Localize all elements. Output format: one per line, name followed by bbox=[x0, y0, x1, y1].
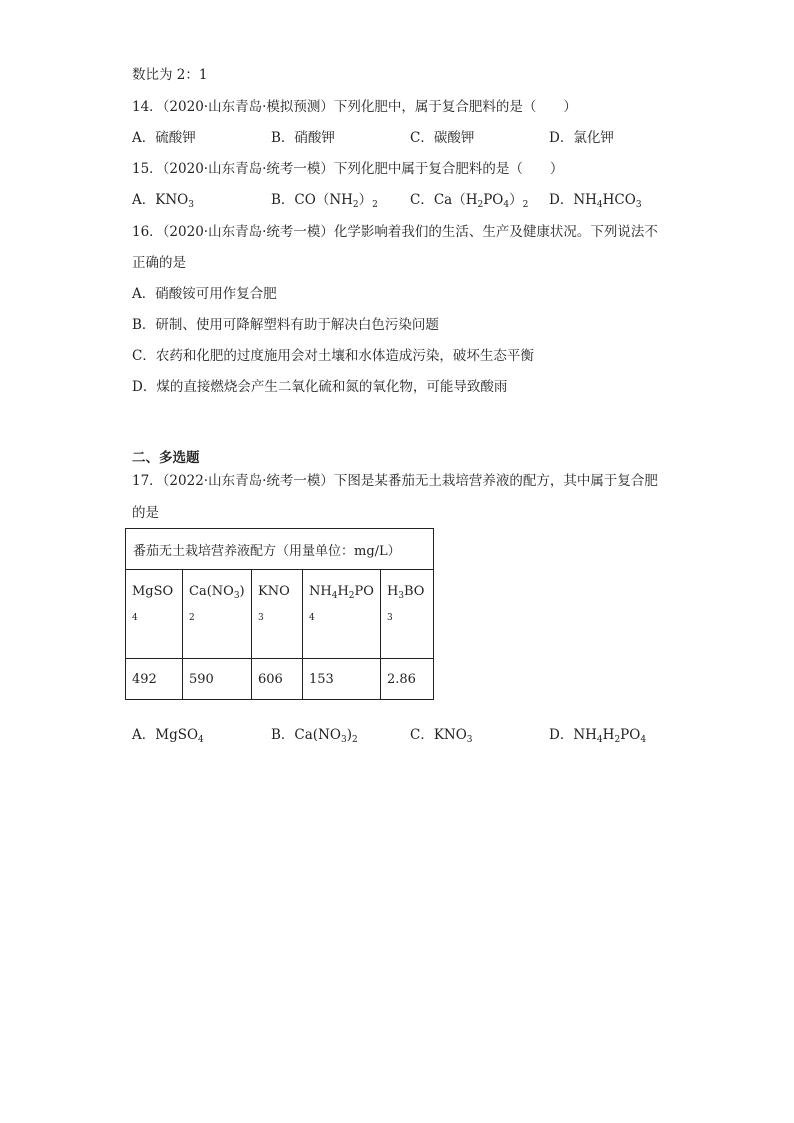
question-17-stem-line1: 17．（2022·山东青岛·统考一模）下图是某番茄无土栽培营养液的配方，其中属于复合肥 bbox=[132, 473, 658, 489]
table-values-row bbox=[126, 659, 434, 700]
value-ca-no3-2: 590 bbox=[183, 659, 252, 700]
col-header-kno3: KNO 3 bbox=[252, 570, 303, 659]
question-15-stem: 15．（2020·山东青岛·统考一模）下列化肥中属于复合肥料的是（ ） bbox=[132, 161, 564, 177]
value-h3bo3: 2.86 bbox=[380, 659, 433, 700]
col-header-mgso4: MgSO 4 bbox=[126, 570, 183, 659]
q16-option-d: D．煤的直接燃烧会产生二氧化硫和氮的氧化物，可能导致酸雨 bbox=[132, 379, 508, 395]
question-16-stem-line1: 16．（2020·山东青岛·统考一模）化学影响着我们的生活、生产及健康状况。下列说法不 bbox=[132, 224, 658, 240]
q14-option-c: C．碳酸钾 bbox=[410, 130, 475, 146]
q15-option-a: A．$KNO_3$ bbox=[132, 192, 194, 210]
q14-option-b: B．硝酸钾 bbox=[271, 130, 335, 146]
section-heading-multiple-choice: 二、多选题 bbox=[132, 450, 200, 466]
question-16-stem-line2: 正确的是 bbox=[132, 255, 186, 271]
q15-option-d: D．$NH_4HCO_3$ bbox=[549, 192, 642, 210]
q17-option-a: A．MgSO$_4$ bbox=[132, 727, 204, 745]
question-17-stem-line2: 的是 bbox=[132, 505, 159, 521]
col-header-ca-no3-2: $Ca(NO_3)$ 2 bbox=[183, 570, 252, 659]
q14-option-a: A．硫酸钾 bbox=[132, 130, 196, 146]
q16-option-c: C．农药和化肥的过度施用会对土壤和水体造成污染，破坏生态平衡 bbox=[132, 348, 534, 364]
q15-option-b: B．$CO(NH_2)_2$ bbox=[271, 192, 378, 210]
q17-option-d: D．$NH_4H_2PO_4$ bbox=[549, 727, 647, 745]
nutrient-recipe-table bbox=[125, 528, 434, 700]
question-14-stem: 14．（2020·山东青岛·模拟预测）下列化肥中，属于复合肥料的是（ ） bbox=[132, 99, 577, 115]
table-title: 番茄无土栽培营养液配方（用量单位：mg/L） bbox=[126, 529, 434, 570]
q17-option-b: B．$Ca(NO_3)_2$ bbox=[271, 727, 358, 745]
col-header-h3bo3: $H_3BO$ 3 bbox=[380, 570, 433, 659]
q16-option-a: A．硝酸铵可用作复合肥 bbox=[132, 286, 277, 302]
q14-option-d: D．氯化钾 bbox=[549, 130, 614, 146]
continuation-line: 数比为 2：1 bbox=[132, 67, 208, 83]
col-header-nh4h2po4: $NH_4H_2PO$ 4 bbox=[303, 570, 381, 659]
table-header-row bbox=[126, 570, 434, 659]
q15-option-c: C．$Ca(H_2PO_4)_2$ bbox=[410, 192, 529, 210]
q17-option-c: C．$KNO_3$ bbox=[410, 727, 473, 745]
q16-option-b: B．研制、使用可降解塑料有助于解决白色污染问题 bbox=[132, 317, 439, 333]
value-mgso4: 492 bbox=[126, 659, 183, 700]
value-kno3: 606 bbox=[252, 659, 303, 700]
value-nh4h2po4: 153 bbox=[303, 659, 381, 700]
